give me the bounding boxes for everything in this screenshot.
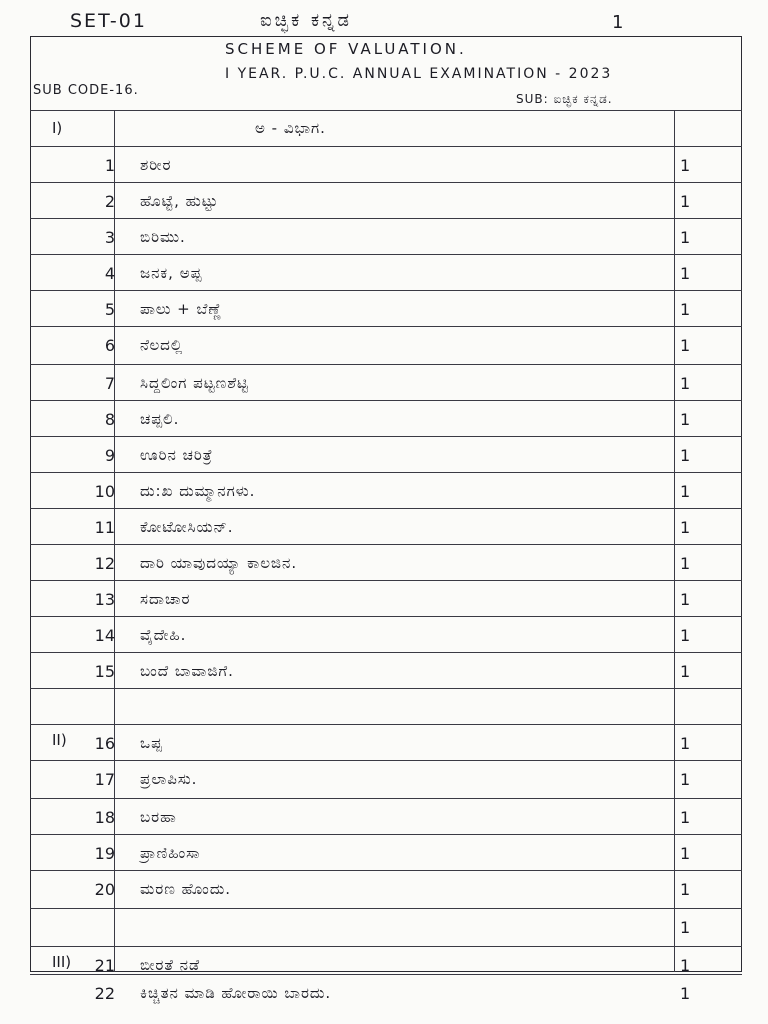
marks-value: 1 — [680, 880, 691, 899]
section-a-heading: ಅ - ವಿಭಾಗ. — [255, 119, 326, 137]
answer-text: ಸದಾಚಾರ — [140, 590, 191, 608]
question-number: 7 — [104, 374, 115, 393]
answer-text: ಕಿಚ್ಚಿತನ ಮಾಡಿ ಹೋರಾಯಿ ಬಾರದು. — [140, 984, 332, 1002]
question-number: 10 — [94, 482, 115, 501]
question-number: 9 — [104, 446, 115, 465]
marks-value: 1 — [680, 518, 691, 537]
marks-value: 1 — [680, 662, 691, 681]
answer-text: ಚಪ್ಪಲಿ. — [140, 410, 180, 428]
section-roman: III) — [52, 953, 72, 971]
answer-text: ಒಪ್ಪ — [140, 734, 163, 752]
marks-value: 1 — [680, 734, 691, 753]
section-a-header-row — [30, 110, 742, 146]
marks-value: 1 — [680, 336, 691, 355]
question-number: 3 — [104, 228, 115, 247]
answer-text: ಕೋಟೋಸಿಯನ್. — [140, 518, 234, 536]
question-number: 22 — [94, 984, 115, 1003]
table-row — [30, 870, 742, 906]
question-number: 20 — [94, 880, 115, 899]
set-label: SET-01 — [70, 10, 147, 32]
table-row — [30, 218, 742, 254]
question-number: 13 — [94, 590, 115, 609]
marks-value: 1 — [680, 770, 691, 789]
marks-value: 1 — [680, 228, 691, 247]
question-number: 15 — [94, 662, 115, 681]
question-number: 11 — [94, 518, 115, 537]
answer-text: ಬಿರಿಮು. — [140, 228, 186, 246]
question-number: 12 — [94, 554, 115, 573]
marks-value: 1 — [680, 264, 691, 283]
question-number: 18 — [94, 808, 115, 827]
table-row — [30, 908, 742, 944]
answer-text: ಬೀರತೆ ನಡೆ — [140, 956, 201, 974]
table-row — [30, 472, 742, 508]
question-number: 6 — [104, 336, 115, 355]
marks-value: 1 — [680, 984, 691, 1003]
marks-value: 1 — [680, 156, 691, 175]
answer-text: ಪ್ರಾಣಿಹಿಂಸಾ — [140, 844, 201, 862]
marks-value: 1 — [680, 590, 691, 609]
table-row — [30, 436, 742, 472]
marks-value: 1 — [680, 844, 691, 863]
answer-text: ಹೊಟ್ಟೆ, ಹುಟ್ಟು — [140, 192, 219, 210]
marks-value: 1 — [680, 554, 691, 573]
table-row — [30, 616, 742, 652]
answer-text: ಮರಣ ಹೊಂದು. — [140, 880, 232, 898]
answer-text: ಸಿದ್ದಲಿಂಗ ಪಟ್ಟಣಶೆಟ್ಟಿ — [140, 374, 249, 392]
marks-value: 1 — [680, 446, 691, 465]
marks-value: 1 — [680, 626, 691, 645]
answer-text: ಶರೀರ — [140, 156, 172, 174]
answer-text: ಊರಿನ ಚರಿತ್ರೆ — [140, 446, 213, 464]
marks-value: 1 — [680, 300, 691, 319]
table-row — [30, 688, 742, 724]
table-row — [30, 400, 742, 436]
marks-value: 1 — [680, 956, 691, 975]
scheme-title: SCHEME OF VALUATION. — [225, 40, 467, 58]
question-number: 19 — [94, 844, 115, 863]
question-number: 14 — [94, 626, 115, 645]
table-row — [30, 974, 742, 1010]
question-number: 2 — [104, 192, 115, 211]
table-row — [30, 182, 742, 218]
answer-text: ನೆಲದಲ್ಲಿ — [140, 336, 184, 354]
question-number: 21 — [94, 956, 115, 975]
section-a-roman: I) — [52, 119, 63, 137]
table-row — [30, 508, 742, 544]
table-row — [30, 544, 742, 580]
marks-value: 1 — [680, 918, 691, 937]
subject-title-kannada: ಐಚ್ಛಿಕ ಕನ್ನಡ — [260, 10, 352, 31]
exam-title: I YEAR. P.U.C. ANNUAL EXAMINATION - 2023 — [225, 66, 613, 82]
question-number: 17 — [94, 770, 115, 789]
question-number: 1 — [104, 156, 115, 175]
marks-value: 1 — [680, 808, 691, 827]
marks-value: 1 — [680, 482, 691, 501]
answer-text: ಪ್ರಲಾಪಿಸು. — [140, 770, 198, 788]
answer-text: ದು:ಖ ದುಮ್ಮಾನಗಳು. — [140, 482, 256, 500]
subject-code: SUB CODE-16. — [33, 83, 139, 98]
subject-line: SUB: ಐಚ್ಛಿಕ ಕನ್ನಡ. — [516, 92, 613, 106]
answer-text: ಪಾಲು + ಬೆಣ್ಣೆ — [140, 300, 223, 318]
table-row — [30, 290, 742, 326]
table-row — [30, 652, 742, 688]
marks-value: 1 — [680, 374, 691, 393]
question-number: 4 — [104, 264, 115, 283]
table-row — [30, 580, 742, 616]
table-row — [30, 146, 742, 182]
table-row — [30, 760, 742, 796]
table-row — [30, 834, 742, 870]
answer-text: ಬಂದೆ ಬಾವಾಜಿಗೆ. — [140, 662, 234, 680]
table-row — [30, 364, 742, 400]
section-roman: II) — [52, 731, 67, 749]
answer-text: ಬರಹಾ — [140, 808, 177, 826]
page-number: 1 — [612, 12, 624, 33]
table-row — [30, 798, 742, 834]
answer-text: ದಾರಿ ಯಾವುದಯ್ಯಾ ಕಾಲಜಿನ. — [140, 554, 298, 572]
question-number: 5 — [104, 300, 115, 319]
answer-text: ಜನಕ, ಅಪ್ಪ — [140, 264, 203, 282]
table-row — [30, 254, 742, 290]
table-row — [30, 326, 742, 362]
question-number: 16 — [94, 734, 115, 753]
table-row — [30, 724, 742, 760]
marks-value: 1 — [680, 192, 691, 211]
answer-text: ವೈದೇಹಿ. — [140, 626, 187, 644]
question-number: 8 — [104, 410, 115, 429]
marks-value: 1 — [680, 410, 691, 429]
